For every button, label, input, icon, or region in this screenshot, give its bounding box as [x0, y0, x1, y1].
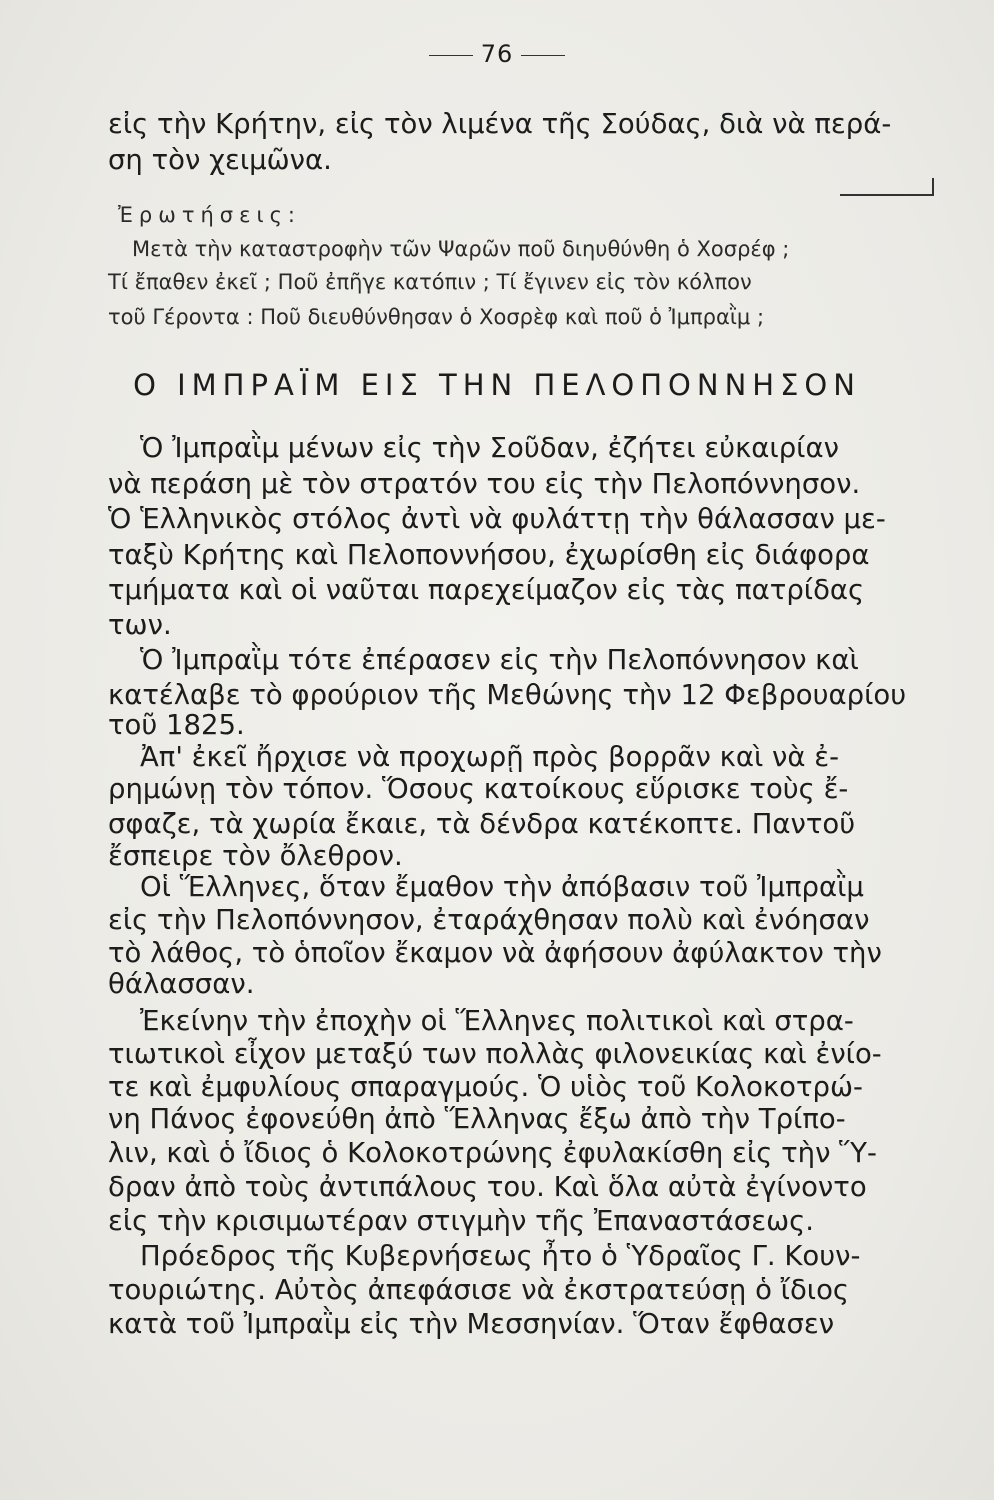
body-line: κατὰ τοῦ Ἰμπραῒμ εἰς τὴν Μεσσηνίαν. Ὅταν ἔφθασεν [108, 1308, 835, 1340]
body-line: ρημώνῃ τὸν τόπον. Ὅσους κατοίκους εὕρισκε τοὺς ἔ- [108, 773, 849, 805]
body-line: Ὁ Ἰμπραῒμ τότε ἐπέρασεν εἰς τὴν Πελοπόννησον καὶ [140, 644, 859, 676]
body-line: Οἱ Ἕλληνες, ὅταν ἔμαθον τὴν ἀπόβασιν τοῦ Ἰμπραῒμ [140, 871, 864, 903]
pencil-mark [840, 178, 934, 196]
body-line: εἰς τὴν Πελοπόννησον, ἐταράχθησαν πολὺ καὶ ἐνόησαν [108, 904, 870, 936]
body-line: τοῦ 1825. [108, 709, 245, 741]
body-line: κατέλαβε τὸ φρούριον τῆς Μεθώνης τὴν 12 Φεβρουαρίου [108, 679, 907, 711]
body-line: τε καὶ ἐμφυλίους σπαραγμούς. Ὁ υἱὸς τοῦ Κολοκοτρώ- [108, 1071, 863, 1103]
body-line: τιωτικοὶ εἶχον μεταξύ των πολλὰς φιλονεικίας καὶ ἐνίο- [108, 1038, 882, 1070]
body-line: Πρόεδρος τῆς Κυβερνήσεως ἦτο ὁ Ὑδραῖος Γ. Κουν- [140, 1240, 861, 1272]
body-line: Ὁ Ἰμπραῒμ μένων εἰς τὴν Σοῦδαν, ἐζήτει εὐκαιρίαν [140, 432, 839, 464]
body-line: λιν, καὶ ὁ ἴδιος ὁ Κολοκοτρώνης ἐφυλακίσθη εἰς τὴν Ὕ- [108, 1137, 877, 1169]
body-line: νὰ περάση μὲ τὸν στρατόν του εἰς τὴν Πελοπόννησον. [108, 468, 861, 500]
body-line: σφαζε, τὰ χωρία ἔκαιε, τὰ δένδρα κατέκοπτε. Παντοῦ [108, 808, 856, 840]
page-number-header [0, 40, 994, 68]
body-line: ἔσπειρε τὸν ὄλεθρον. [108, 840, 403, 872]
intro-line: εἰς τὴν Κρήτην, εἰς τὸν λιμένα τῆς Σούδας, διὰ νὰ περά- [108, 108, 892, 140]
body-line: Ἀπ' ἐκεῖ ἤρχισε νὰ προχωρῇ πρὸς βορρᾶν καὶ νὰ ἐ- [140, 741, 840, 773]
body-line: τὸ λάθος, τὸ ὁποῖον ἔκαμον νὰ ἀφήσουν ἀφύλακτον τὴν [108, 937, 882, 969]
body-line: δραν ἀπὸ τοὺς ἀντιπάλους του. Καὶ ὅλα αὐτὰ ἐγίνοντο [108, 1171, 867, 1203]
body-line: τμήματα καὶ οἱ ναῦται παρεχείμαζον εἰς τὰς πατρίδας [108, 574, 865, 606]
body-line: τουριώτης. Αὐτὸς ἀπεφάσισε νὰ ἐκστρατεύσῃ ὁ ἴδιος [108, 1274, 850, 1306]
chapter-heading: Ο ΙΜΠΡΑΪΜ ΕΙΣ ΤΗΝ ΠΕΛΟΠΟΝΝΗΣΟΝ [133, 368, 861, 402]
body-line: νη Πάνος ἐφονεύθη ἀπὸ Ἕλληνας ἔξω ἀπὸ τὴν Τρίπο- [108, 1103, 846, 1135]
body-line: Ἐκείνην τὴν ἐποχὴν οἱ Ἕλληνες πολιτικοὶ καὶ στρα- [140, 1005, 854, 1037]
body-line: εἰς τὴν κρισιμωτέραν στιγμὴν τῆς Ἐπαναστάσεως. [108, 1205, 814, 1237]
intro-line: ση τὸν χειμῶνα. [108, 144, 332, 176]
body-line: ταξὺ Κρήτης καὶ Πελοποννήσου, ἐχωρίσθη εἰς διάφορα [108, 539, 870, 571]
page-number: 76 [480, 40, 514, 68]
left-dash [429, 55, 473, 56]
body-line: Ὁ Ἑλληνικὸς στόλος ἀντὶ νὰ φυλάττῃ τὴν θάλασσαν με- [108, 503, 886, 535]
questions-title: Ἐρωτήσεις: [118, 203, 301, 227]
question-line: Τί ἔπαθεν ἐκεῖ ; Ποῦ ἐπῆγε κατόπιν ; Τί ἔγινεν εἰς τὸν κόλπον [108, 270, 752, 294]
question-line: τοῦ Γέροντα : Ποῦ διευθύνθησαν ὁ Χοσρὲφ καὶ ποῦ ὁ Ἰμπραῒμ ; [108, 305, 765, 329]
body-line: των. [108, 609, 172, 641]
question-line: Μετὰ τὴν καταστροφὴν τῶν Ψαρῶν ποῦ διηυθύνθη ὁ Χοσρέφ ; [132, 237, 790, 261]
right-dash [521, 55, 565, 56]
body-line: θάλασσαν. [108, 968, 255, 1000]
